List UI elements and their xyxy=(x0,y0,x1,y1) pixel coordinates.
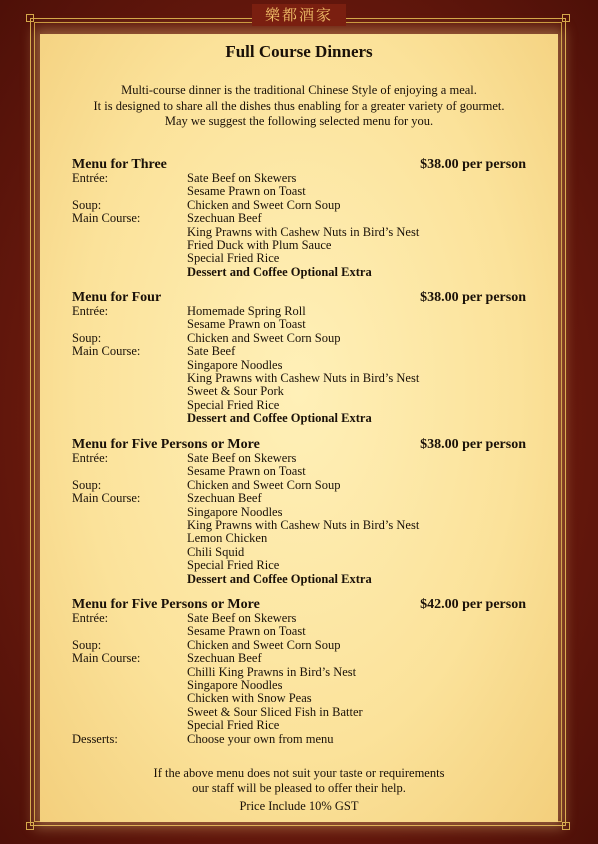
menu-row xyxy=(72,733,528,746)
dish-item: Chicken and Sweet Corn Soup xyxy=(187,330,341,345)
course-label: Soup: xyxy=(72,477,102,492)
corner-ornament xyxy=(562,822,570,830)
course-label: Main Course: xyxy=(72,651,141,666)
page-title: Full Course Dinners xyxy=(225,42,373,61)
menu-row xyxy=(72,452,528,465)
dish-item: Special Fried Rice xyxy=(187,397,280,412)
course-label: Entrée: xyxy=(72,451,109,465)
menu-section xyxy=(72,290,528,426)
menu-row xyxy=(72,719,528,732)
menu-header xyxy=(72,290,528,305)
dish-item: King Prawns with Cashew Nuts in Bird’s Nest xyxy=(187,224,420,239)
intro-line: It is designed to share all the dishes thus enabling for a greater variety of gourmet. xyxy=(93,98,505,113)
course-label: Desserts: xyxy=(72,731,118,746)
intro-text xyxy=(0,83,598,130)
dish-item: Singapore Noodles xyxy=(187,677,283,692)
footer-note xyxy=(0,766,598,796)
course-label: Entrée: xyxy=(72,171,109,185)
menu-price: $38.00 per person xyxy=(420,290,526,305)
dish-item: Singapore Noodles xyxy=(187,504,283,519)
menu-title: Menu for Five Persons or More xyxy=(72,597,260,612)
menu-row xyxy=(72,318,528,331)
course-label: Entrée: xyxy=(72,304,109,318)
menu-title: Menu for Three xyxy=(72,157,167,172)
menu-row xyxy=(72,226,528,239)
dish-item: Special Fried Rice xyxy=(187,558,280,573)
menu-price: $42.00 per person xyxy=(420,597,526,612)
dish-item: Chilli King Prawns in Bird’s Nest xyxy=(187,664,357,679)
dish-item: Szechuan Beef xyxy=(187,651,262,666)
dish-item: Homemade Spring Roll xyxy=(187,304,306,318)
dish-item: Szechuan Beef xyxy=(187,211,262,226)
menu-row xyxy=(72,479,528,492)
dish-item: Dessert and Coffee Optional Extra xyxy=(187,264,372,279)
menu-row xyxy=(72,506,528,519)
dish-item: King Prawns with Cashew Nuts in Bird’s Nest xyxy=(187,517,420,532)
restaurant-name-banner: 樂都酒家 xyxy=(252,4,346,26)
intro-line: May we suggest the following selected menu for you. xyxy=(164,114,434,128)
dish-item: Chicken and Sweet Corn Soup xyxy=(187,197,341,212)
menu-row xyxy=(72,172,528,185)
dish-item: Sesame Prawn on Toast xyxy=(187,624,306,639)
dish-item: Sate Beef on Skewers xyxy=(187,611,297,625)
menu-row xyxy=(72,412,528,425)
course-label: Soup: xyxy=(72,330,102,345)
menu-header xyxy=(72,157,528,172)
menu-row xyxy=(72,612,528,625)
dish-item: Sate Beef xyxy=(187,344,236,359)
menu-row xyxy=(72,679,528,692)
menu-row xyxy=(72,666,528,679)
menu-row xyxy=(72,332,528,345)
menu-header xyxy=(72,437,528,452)
dish-item: Dessert and Coffee Optional Extra xyxy=(187,571,372,586)
menu-section xyxy=(72,597,528,746)
menu-row xyxy=(72,252,528,265)
course-label: Entrée: xyxy=(72,611,109,625)
menu-row xyxy=(72,625,528,638)
dish-item: Sesame Prawn on Toast xyxy=(187,317,306,332)
menu-row xyxy=(72,559,528,572)
dish-item: Sesame Prawn on Toast xyxy=(187,184,306,199)
corner-ornament xyxy=(562,14,570,22)
menu-row xyxy=(72,519,528,532)
footer-line: our staff will be pleased to offer their help. xyxy=(192,781,406,795)
menu-row xyxy=(72,492,528,505)
dish-item: Choose your own from menu xyxy=(187,731,334,746)
course-label: Main Course: xyxy=(72,344,141,359)
footer-line: If the above menu does not suit your taste or requirements xyxy=(153,766,445,780)
menu-row xyxy=(72,399,528,412)
menu-row xyxy=(72,185,528,198)
dish-item: Sweet & Sour Pork xyxy=(187,384,284,399)
menu-header xyxy=(72,597,528,612)
menu-row xyxy=(72,345,528,358)
menu-row xyxy=(72,305,528,318)
corner-ornament xyxy=(26,822,34,830)
course-label: Main Course: xyxy=(72,491,141,506)
menu-row xyxy=(72,372,528,385)
menu-row xyxy=(72,706,528,719)
corner-ornament xyxy=(26,14,34,22)
course-label: Soup: xyxy=(72,637,102,652)
menu-title: Menu for Four xyxy=(72,290,162,305)
dish-item: Sate Beef on Skewers xyxy=(187,171,297,185)
dish-item: Sweet & Sour Sliced Fish in Batter xyxy=(187,704,363,719)
menu-section xyxy=(72,157,528,279)
menu-row xyxy=(72,239,528,252)
dish-item: Dessert and Coffee Optional Extra xyxy=(187,411,372,426)
gst-note: Price Include 10% GST xyxy=(239,799,359,813)
menu-row xyxy=(72,652,528,665)
course-label: Main Course: xyxy=(72,211,141,226)
dish-item: Special Fried Rice xyxy=(187,718,280,733)
dish-item: Chicken with Snow Peas xyxy=(187,691,312,706)
menu-row xyxy=(72,546,528,559)
menu-row xyxy=(72,359,528,372)
menu-row xyxy=(72,573,528,586)
dish-item: Fried Duck with Plum Sauce xyxy=(187,237,332,252)
menu-row xyxy=(72,266,528,279)
dish-item: Singapore Noodles xyxy=(187,357,283,372)
dish-item: Sesame Prawn on Toast xyxy=(187,464,306,479)
dish-item: Sate Beef on Skewers xyxy=(187,451,297,465)
menu-row xyxy=(72,385,528,398)
dish-item: King Prawns with Cashew Nuts in Bird’s Nest xyxy=(187,370,420,385)
intro-line: Multi-course dinner is the traditional Chinese Style of enjoying a meal. xyxy=(121,83,477,97)
dish-item: Chicken and Sweet Corn Soup xyxy=(187,637,341,652)
menu-row xyxy=(72,212,528,225)
menu-title: Menu for Five Persons or More xyxy=(72,437,260,452)
dish-item: Special Fried Rice xyxy=(187,251,280,266)
dish-item: Chicken and Sweet Corn Soup xyxy=(187,477,341,492)
dish-item: Lemon Chicken xyxy=(187,531,268,546)
dish-item: Szechuan Beef xyxy=(187,491,262,506)
menu-row xyxy=(72,465,528,478)
menu-row xyxy=(72,532,528,545)
menu-row xyxy=(72,692,528,705)
menu-section xyxy=(72,437,528,586)
dish-item: Chili Squid xyxy=(187,544,245,559)
menu-price: $38.00 per person xyxy=(420,157,526,172)
menu-row xyxy=(72,199,528,212)
menu-row xyxy=(72,639,528,652)
menu-price: $38.00 per person xyxy=(420,437,526,452)
course-label: Soup: xyxy=(72,197,102,212)
